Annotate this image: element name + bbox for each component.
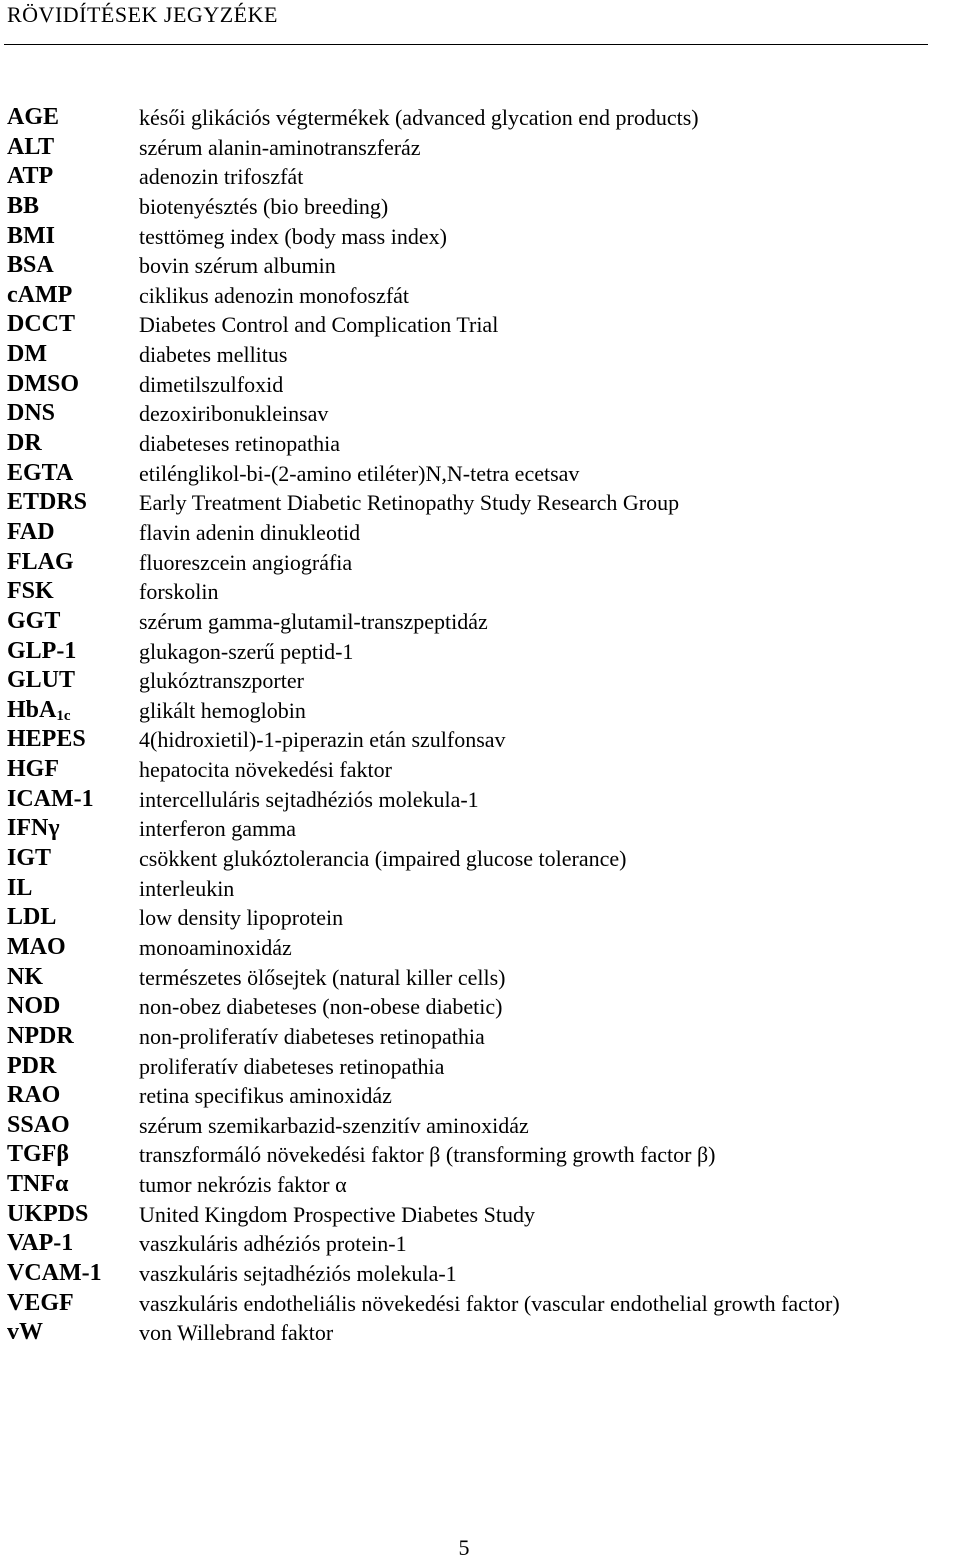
abbreviation-term-text: DR (7, 430, 42, 457)
abbreviation-term-text: BB (7, 192, 40, 219)
abbreviation-row (0, 370, 960, 400)
abbreviation-term-text: ICAM-1 (7, 785, 94, 812)
abbreviation-term-text: HGF (7, 756, 59, 783)
abbreviation-term (7, 399, 55, 429)
abbreviation-term-text: EGTA (7, 459, 74, 486)
abbreviation-row (0, 1081, 960, 1111)
abbreviation-term-text: BSA (7, 252, 54, 279)
abbreviation-row (0, 1200, 960, 1230)
abbreviation-term-text: HEPES (7, 726, 86, 753)
abbreviation-term-text: cAMP (7, 281, 73, 308)
abbreviation-definition: vaszkuláris endotheliális növekedési faktor (vascular endothelial growth factor) (139, 1290, 840, 1316)
abbreviation-row (0, 133, 960, 163)
abbreviation-definition: vaszkuláris sejtadhéziós molekula-1 (139, 1260, 457, 1286)
abbreviation-term-text: VEGF (7, 1289, 74, 1316)
abbreviation-definition: szérum szemikarbazid-szenzitív aminoxidáz (139, 1112, 529, 1138)
abbreviation-definition: glukagon-szerű peptid-1 (139, 638, 354, 664)
abbreviation-term-text: SSAO (7, 1111, 70, 1138)
abbreviation-term (7, 785, 94, 815)
abbreviation-term (7, 1318, 43, 1348)
abbreviation-term-text: HbA (7, 696, 57, 723)
abbreviation-row (0, 1289, 960, 1319)
abbreviation-definition: szérum gamma-glutamil-transzpeptidáz (139, 608, 488, 634)
abbreviation-row (0, 251, 960, 281)
abbreviation-row (0, 548, 960, 578)
abbreviation-row (0, 459, 960, 489)
abbreviation-definition: csökkent glukóztolerancia (impaired glucose tolerance) (139, 846, 627, 872)
abbreviation-term (7, 429, 42, 459)
abbreviation-term (7, 607, 60, 637)
abbreviation-term-text: IFNγ (7, 815, 60, 842)
abbreviation-row (0, 903, 960, 933)
abbreviation-row (0, 222, 960, 252)
abbreviation-term-subscript: 1c (56, 707, 71, 724)
abbreviation-definition: monoaminoxidáz (139, 934, 292, 960)
abbreviation-row (0, 785, 960, 815)
abbreviation-term (7, 1081, 60, 1111)
abbreviation-term-text: VAP-1 (7, 1230, 74, 1257)
abbreviation-row (0, 992, 960, 1022)
abbreviation-term (7, 992, 60, 1022)
abbreviation-row (0, 162, 960, 192)
abbreviation-definition: biotenyésztés (bio breeding) (139, 193, 389, 219)
abbreviation-term-text: FSK (7, 578, 54, 605)
abbreviation-row (0, 725, 960, 755)
abbreviation-term-text: TNFα (7, 1171, 69, 1198)
abbreviation-row (0, 1318, 960, 1348)
abbreviation-list (0, 103, 960, 1348)
page-number: 5 (458, 1535, 470, 1560)
abbreviation-definition: Early Treatment Diabetic Retinopathy Study Research Group (139, 490, 680, 516)
abbreviation-term (7, 577, 54, 607)
abbreviation-definition: késői glikációs végtermékek (advanced glycation end products) (139, 105, 699, 130)
abbreviation-row (0, 1111, 960, 1141)
abbreviation-term (7, 637, 76, 667)
abbreviation-definition: diabetes mellitus (139, 342, 288, 368)
abbreviation-definition: proliferatív diabeteses retinopathia (139, 1053, 445, 1079)
abbreviation-term (7, 251, 54, 281)
abbreviation-definition: transzformáló növekedési faktor β (transforming growth factor β) (139, 1142, 716, 1168)
abbreviation-term-text: VCAM-1 (7, 1259, 102, 1286)
abbreviation-definition: hepatocita növekedési faktor (139, 757, 392, 783)
abbreviation-row (0, 310, 960, 340)
abbreviation-term-text: BMI (7, 222, 55, 249)
abbreviation-term (7, 162, 53, 192)
abbreviation-definition: United Kingdom Prospective Diabetes Study (139, 1201, 535, 1227)
abbreviation-term-text: LDL (7, 904, 57, 931)
abbreviation-term-text: TGFβ (7, 1141, 69, 1168)
abbreviation-term (7, 222, 55, 252)
abbreviation-term (7, 1259, 102, 1289)
abbreviation-definition: low density lipoprotein (139, 905, 344, 931)
abbreviation-term-text: RAO (7, 1082, 61, 1109)
abbreviation-term (7, 1170, 68, 1200)
abbreviation-term (7, 1052, 56, 1082)
abbreviation-row (0, 696, 960, 726)
abbreviation-term (7, 310, 75, 340)
abbreviation-row (0, 933, 960, 963)
abbreviation-term (7, 696, 71, 726)
abbreviation-definition: szérum alanin-aminotranszferáz (139, 134, 421, 160)
abbreviation-definition: interleukin (139, 875, 235, 901)
abbreviation-term-text: DM (7, 341, 47, 368)
abbreviation-term-text: UKPDS (7, 1200, 89, 1227)
abbreviation-definition: bovin szérum albumin (139, 253, 336, 279)
abbreviation-term (7, 963, 43, 993)
page-heading: RÖVIDÍTÉSEK JEGYZÉKE (7, 2, 278, 27)
abbreviation-definition: 4(hidroxietil)-1-piperazin etán szulfonsav (139, 727, 506, 753)
abbreviation-definition: testtömeg index (body mass index) (139, 223, 447, 249)
abbreviation-term (7, 874, 32, 904)
abbreviation-term-text: PDR (7, 1052, 57, 1079)
abbreviation-definition: non-obez diabeteses (non-obese diabetic) (139, 994, 503, 1020)
abbreviation-term-text: IGT (7, 845, 52, 872)
abbreviation-term (7, 725, 86, 755)
abbreviation-definition: természetes ölősejtek (natural killer cells) (139, 964, 506, 990)
abbreviation-definition: von Willebrand faktor (139, 1320, 334, 1346)
abbreviation-term-text: DNS (7, 400, 56, 427)
abbreviation-term (7, 1140, 69, 1170)
abbreviation-row (0, 874, 960, 904)
abbreviation-row (0, 1229, 960, 1259)
abbreviation-term (7, 370, 79, 400)
abbreviation-row (0, 814, 960, 844)
abbreviation-term (7, 844, 51, 874)
abbreviation-definition: vaszkuláris adhéziós protein-1 (139, 1231, 407, 1257)
abbreviation-term (7, 192, 39, 222)
abbreviation-definition: glikált hemoglobin (139, 697, 306, 723)
abbreviation-term-text: AGE (7, 104, 60, 130)
abbreviation-row (0, 281, 960, 311)
abbreviation-term (7, 814, 60, 844)
abbreviation-row (0, 844, 960, 874)
abbreviation-definition: fluoreszcein angiográfia (139, 549, 353, 575)
abbreviation-definition: intercelluláris sejtadhéziós molekula-1 (139, 786, 479, 812)
abbreviation-term (7, 1229, 73, 1259)
abbreviation-term-text: ETDRS (7, 489, 88, 516)
abbreviation-row (0, 1170, 960, 1200)
abbreviation-term-text: MAO (7, 933, 66, 960)
abbreviation-term (7, 548, 74, 578)
abbreviation-row (0, 637, 960, 667)
abbreviation-row (0, 103, 960, 133)
abbreviation-definition: dezoxiribonukleinsav (139, 401, 329, 427)
abbreviation-term (7, 281, 72, 311)
abbreviation-definition: forskolin (139, 579, 219, 605)
abbreviation-term-text: NOD (7, 993, 61, 1020)
abbreviation-term (7, 103, 59, 133)
abbreviation-term-text: GLUT (7, 667, 76, 694)
abbreviation-row (0, 488, 960, 518)
abbreviation-term-text: GLP-1 (7, 637, 77, 664)
abbreviation-term-text: ATP (7, 163, 54, 190)
abbreviation-term (7, 133, 54, 163)
abbreviation-definition: adenozin trifoszfát (139, 164, 304, 190)
abbreviation-term (7, 1111, 70, 1141)
abbreviation-row (0, 577, 960, 607)
abbreviation-term (7, 1200, 88, 1230)
abbreviation-row (0, 1259, 960, 1289)
abbreviation-definition: etilénglikol-bi-(2-amino etiléter)N,N-tetra ecetsav (139, 460, 580, 486)
abbreviation-term-text: FAD (7, 518, 55, 545)
abbreviation-term-text: IL (7, 874, 33, 901)
abbreviation-definition: diabeteses retinopathia (139, 431, 340, 457)
abbreviation-row (0, 192, 960, 222)
abbreviation-row (0, 429, 960, 459)
abbreviation-term-text: vW (7, 1319, 43, 1346)
abbreviation-row (0, 1052, 960, 1082)
abbreviation-row (0, 666, 960, 696)
abbreviation-term-text: NPDR (7, 1022, 74, 1049)
abbreviation-definition: glukóztranszporter (139, 668, 304, 694)
abbreviation-row (0, 518, 960, 548)
abbreviation-row (0, 755, 960, 785)
abbreviation-term-text: NK (7, 963, 43, 990)
abbreviation-row (0, 1140, 960, 1170)
abbreviation-term (7, 459, 73, 489)
abbreviation-term (7, 1022, 74, 1052)
abbreviation-definition: flavin adenin dinukleotid (139, 519, 361, 545)
abbreviation-definition: ciklikus adenozin monofoszfát (139, 282, 410, 308)
abbreviation-term-text: ALT (7, 133, 55, 160)
abbreviation-row (0, 399, 960, 429)
abbreviation-row (0, 1022, 960, 1052)
abbreviation-row (0, 963, 960, 993)
heading-divider (4, 44, 928, 45)
abbreviation-term-text: DMSO (7, 370, 79, 397)
abbreviation-row (0, 607, 960, 637)
abbreviation-term (7, 755, 59, 785)
abbreviation-definition: non-proliferatív diabeteses retinopathia (139, 1023, 485, 1049)
abbreviation-term (7, 340, 47, 370)
abbreviation-term-text: FLAG (7, 548, 74, 575)
abbreviation-term (7, 933, 66, 963)
abbreviation-definition: retina specifikus aminoxidáz (139, 1083, 392, 1109)
abbreviation-term-text: GGT (7, 607, 61, 634)
abbreviation-term (7, 488, 87, 518)
abbreviation-definition: interferon gamma (139, 816, 296, 842)
abbreviation-definition: Diabetes Control and Complication Trial (139, 312, 499, 338)
abbreviation-term (7, 903, 56, 933)
abbreviation-term (7, 518, 55, 548)
abbreviation-definition: tumor nekrózis faktor α (139, 1172, 347, 1198)
abbreviation-term-text: DCCT (7, 311, 76, 338)
abbreviation-row (0, 340, 960, 370)
abbreviation-term (7, 1289, 74, 1319)
abbreviation-term (7, 666, 75, 696)
abbreviation-definition: dimetilszulfoxid (139, 371, 284, 397)
